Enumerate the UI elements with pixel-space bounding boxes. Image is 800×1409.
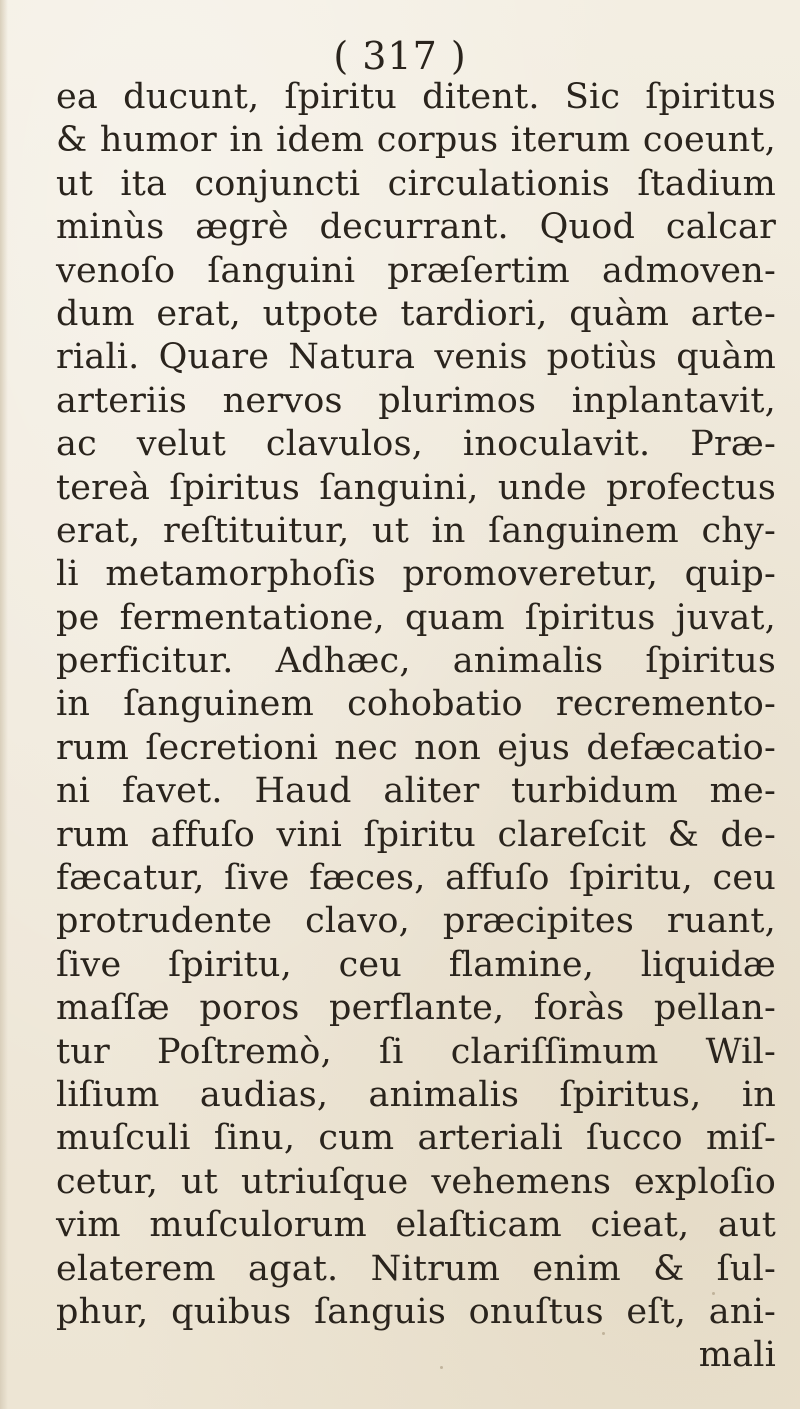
- text-line: ut ita conjuncti circulationis ſtadium: [56, 163, 776, 204]
- text-line: rum affuſo vini ſpiritu clareſcit & de-: [56, 814, 776, 855]
- text-line: muſculi ſinu, cum arteriali ſucco miſ-: [56, 1118, 776, 1159]
- text-line: perficitur. Adhæc, animalis ſpiritus: [56, 641, 776, 682]
- text-line: cetur, ut utriuſque vehemens exploſio: [56, 1161, 776, 1202]
- page-edge-shadow: [0, 0, 8, 1409]
- text-line: protrudente clavo, præcipites ruant,: [56, 901, 776, 942]
- text-line: in ſanguinem cohobatio recremento-: [56, 684, 776, 725]
- text-line: elaterem agat. Nitrum enim & ſul-: [56, 1248, 776, 1289]
- text-line: rum ſecretioni nec non ejus defæcatio-: [56, 727, 776, 768]
- text-line: & humor in idem corpus iterum coeunt,: [56, 120, 776, 161]
- text-line: liſium audias, animalis ſpiritus, in: [56, 1074, 776, 1115]
- paper-speck: [712, 1292, 715, 1295]
- text-line: li metamorphoſis promoveretur, quip-: [56, 554, 776, 595]
- text-line: tereà ſpiritus ſanguini, unde profectus: [56, 467, 776, 508]
- page-number: ( 317 ): [333, 34, 467, 78]
- text-line: erat, reſtituitur, ut in ſanguinem chy-: [56, 510, 776, 551]
- text-line: venoſo ſanguini præſertim admoven-: [56, 250, 776, 291]
- text-line: arteriis nervos plurimos inplantavit,: [56, 380, 776, 421]
- text-line: vim muſculorum elaſticam cieat, aut: [56, 1205, 776, 1246]
- text-line: minùs ægrè decurrant. Quod calcar: [56, 207, 776, 248]
- text-line: dum erat, utpote tardiori, quàm arte-: [56, 293, 776, 334]
- text-line: ea ducunt, ſpiritu ditent. Sic ſpiritus: [56, 77, 776, 117]
- text-line: pe fermentatione, quam ſpiritus juvat,: [56, 597, 776, 638]
- text-line: ni favet. Haud aliter turbidum me-: [56, 771, 776, 812]
- text-line: ac velut clavulos, inoculavit. Præ-: [56, 424, 776, 465]
- text-line: ſive ſpiritu, ceu flamine, liquidæ: [56, 944, 776, 985]
- text-line: fæcatur, ſive fæces, affuſo ſpiritu, ceu: [56, 858, 776, 899]
- text-line: tur Poſtremò, ſi clariſſimum Wil-: [56, 1031, 776, 1072]
- body-text: [56, 76, 776, 1378]
- catchword: mali: [698, 1335, 776, 1376]
- paper-speck: [602, 1332, 605, 1335]
- text-line: riali. Quare Natura venis potiùs quàm: [56, 337, 776, 378]
- paper-speck: [440, 1366, 443, 1369]
- text-line: maſſæ poros perflante, foràs pellan-: [56, 988, 776, 1029]
- text-line: phur, quibus ſanguis onuſtus eſt, ani-: [56, 1291, 776, 1332]
